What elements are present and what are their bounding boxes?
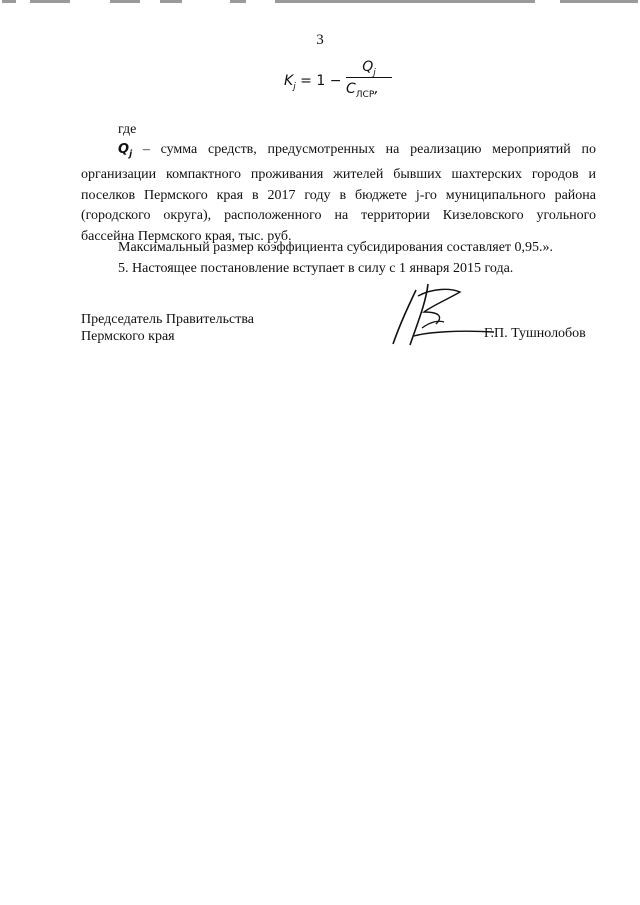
definition-paragraph [81,140,596,248]
scan-artifact-top [0,0,640,4]
where-label: где [118,122,137,137]
page-number: 3 [316,32,324,48]
formula-fraction [346,58,392,104]
fraction-bar [346,77,392,78]
formula-numerator: $Q_j$ [362,59,376,78]
signatory-title-line1: Председатель Правительства [81,312,254,327]
signatory-title [81,311,254,345]
definition-symbol: $Q_j$ [118,142,133,160]
signatory-name: Г.П. Тушнолобов [484,326,586,341]
max-coefficient-paragraph: Максимальный размер коэффициента субсидирования составляет 0,95.». [118,240,554,255]
signatory-title-line2: Пермского края [81,329,175,344]
item-5-paragraph: 5. Настоящее постановление вступает в силу с 1 января 2015 года. [118,261,514,276]
definition-text: – сумма средств, предусмотренных на реализацию мероприятий по организации компактного проживания жителей бывших шахтерских городов и поселков Пермского края в 2017 году в бюджете j-го муниципального района (городского округа), расположенного на территории Кизеловского угольного бассейна Пермского края, тыс. руб. [81,142,596,244]
handwritten-signature [388,282,498,352]
formula-lhs: $K_j = 1$ − [284,73,342,92]
formula-denominator: $C_{ЛСР}$, [346,81,379,100]
